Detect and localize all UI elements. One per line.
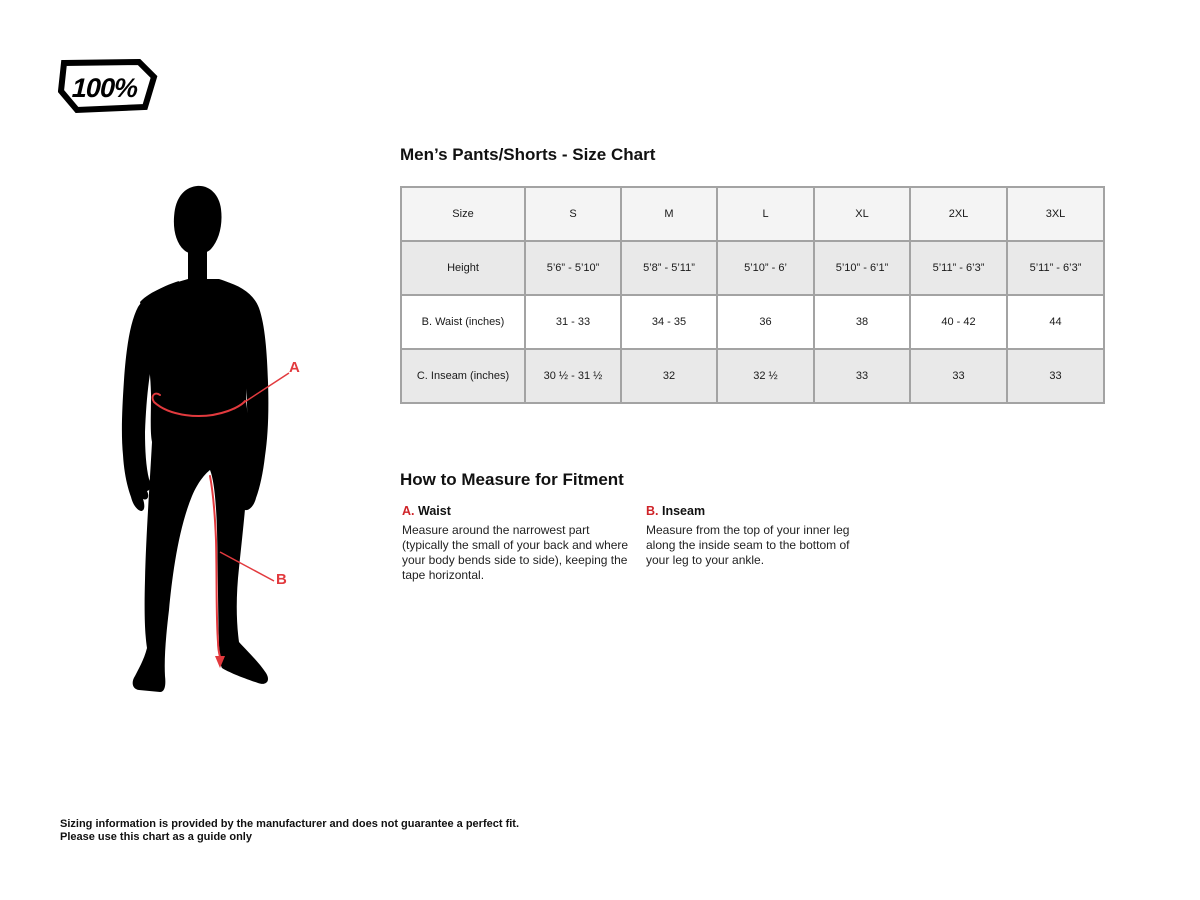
- table-row-waist: [401, 295, 1104, 349]
- table-cell: 5’10” - 6’: [717, 241, 814, 295]
- figure-head: [174, 186, 222, 255]
- row-label: Height: [401, 241, 525, 295]
- item-letter: B.: [646, 504, 659, 518]
- table-cell: 5’11” - 6’3”: [910, 241, 1007, 295]
- table-cell: 31 - 33: [525, 295, 621, 349]
- figure-inseam-label: B: [276, 571, 287, 588]
- table-cell: 33: [814, 349, 910, 403]
- table-cell: 38: [814, 295, 910, 349]
- column-header: Size: [401, 187, 525, 241]
- how-to-item-waist: [402, 504, 630, 583]
- table-cell: 30 ½ - 31 ½: [525, 349, 621, 403]
- table-cell: 40 - 42: [910, 295, 1007, 349]
- table-row-inseam: [401, 349, 1104, 403]
- disclaimer-line-2: Please use this chart as a guide only: [60, 830, 252, 843]
- how-to-item-description: Measure from the top of your inner leg along the inside seam to the bottom of your leg to your ankle.: [646, 523, 850, 567]
- table-row-height: [401, 241, 1104, 295]
- table-cell: 5’10” - 6’1”: [814, 241, 910, 295]
- measurement-figure: [108, 180, 308, 710]
- column-header: M: [621, 187, 717, 241]
- column-header: S: [525, 187, 621, 241]
- table-cell: 36: [717, 295, 814, 349]
- logo-text: 100%: [71, 73, 138, 103]
- how-to-item-inseam: [646, 504, 871, 583]
- table-cell: 32: [621, 349, 717, 403]
- how-to-item-title: [646, 504, 871, 518]
- table-cell: 5’11” - 6’3”: [1007, 241, 1104, 295]
- item-letter: A.: [402, 504, 415, 518]
- row-label: B. Waist (inches): [401, 295, 525, 349]
- figure-waist-label: A: [289, 359, 300, 376]
- table-cell: 44: [1007, 295, 1104, 349]
- column-header: 3XL: [1007, 187, 1104, 241]
- disclaimer: [60, 818, 519, 843]
- row-label: C. Inseam (inches): [401, 349, 525, 403]
- brand-logo: [58, 59, 158, 115]
- how-to-heading: How to Measure for Fitment: [400, 470, 624, 489]
- item-title-text: Waist: [417, 504, 451, 518]
- male-silhouette-icon: [108, 180, 308, 710]
- brand-logo-badge-icon: [58, 59, 158, 115]
- column-header: 2XL: [910, 187, 1007, 241]
- size-chart-title: Men’s Pants/Shorts - Size Chart: [400, 145, 656, 164]
- how-to-item-description: Measure around the narrowest part (typically the small of your back and where your body bends side to side), keeping the tape horizontal.: [402, 523, 629, 582]
- item-title-text: Inseam: [661, 504, 706, 518]
- column-header: XL: [814, 187, 910, 241]
- table-cell: 34 - 35: [621, 295, 717, 349]
- how-to-section: [402, 504, 871, 583]
- table-cell: 5’8” - 5’11”: [621, 241, 717, 295]
- disclaimer-line-1: Sizing information is provided by the manufacturer and does not guarantee a perfect fit.: [60, 818, 520, 830]
- column-header: L: [717, 187, 814, 241]
- table-cell: 32 ½: [717, 349, 814, 403]
- table-cell: 33: [910, 349, 1007, 403]
- table-cell: 33: [1007, 349, 1104, 403]
- size-chart-table: [400, 186, 1105, 404]
- table-header-row: [401, 187, 1104, 241]
- table-cell: 5’6” - 5’10”: [525, 241, 621, 295]
- how-to-item-title: [402, 504, 630, 518]
